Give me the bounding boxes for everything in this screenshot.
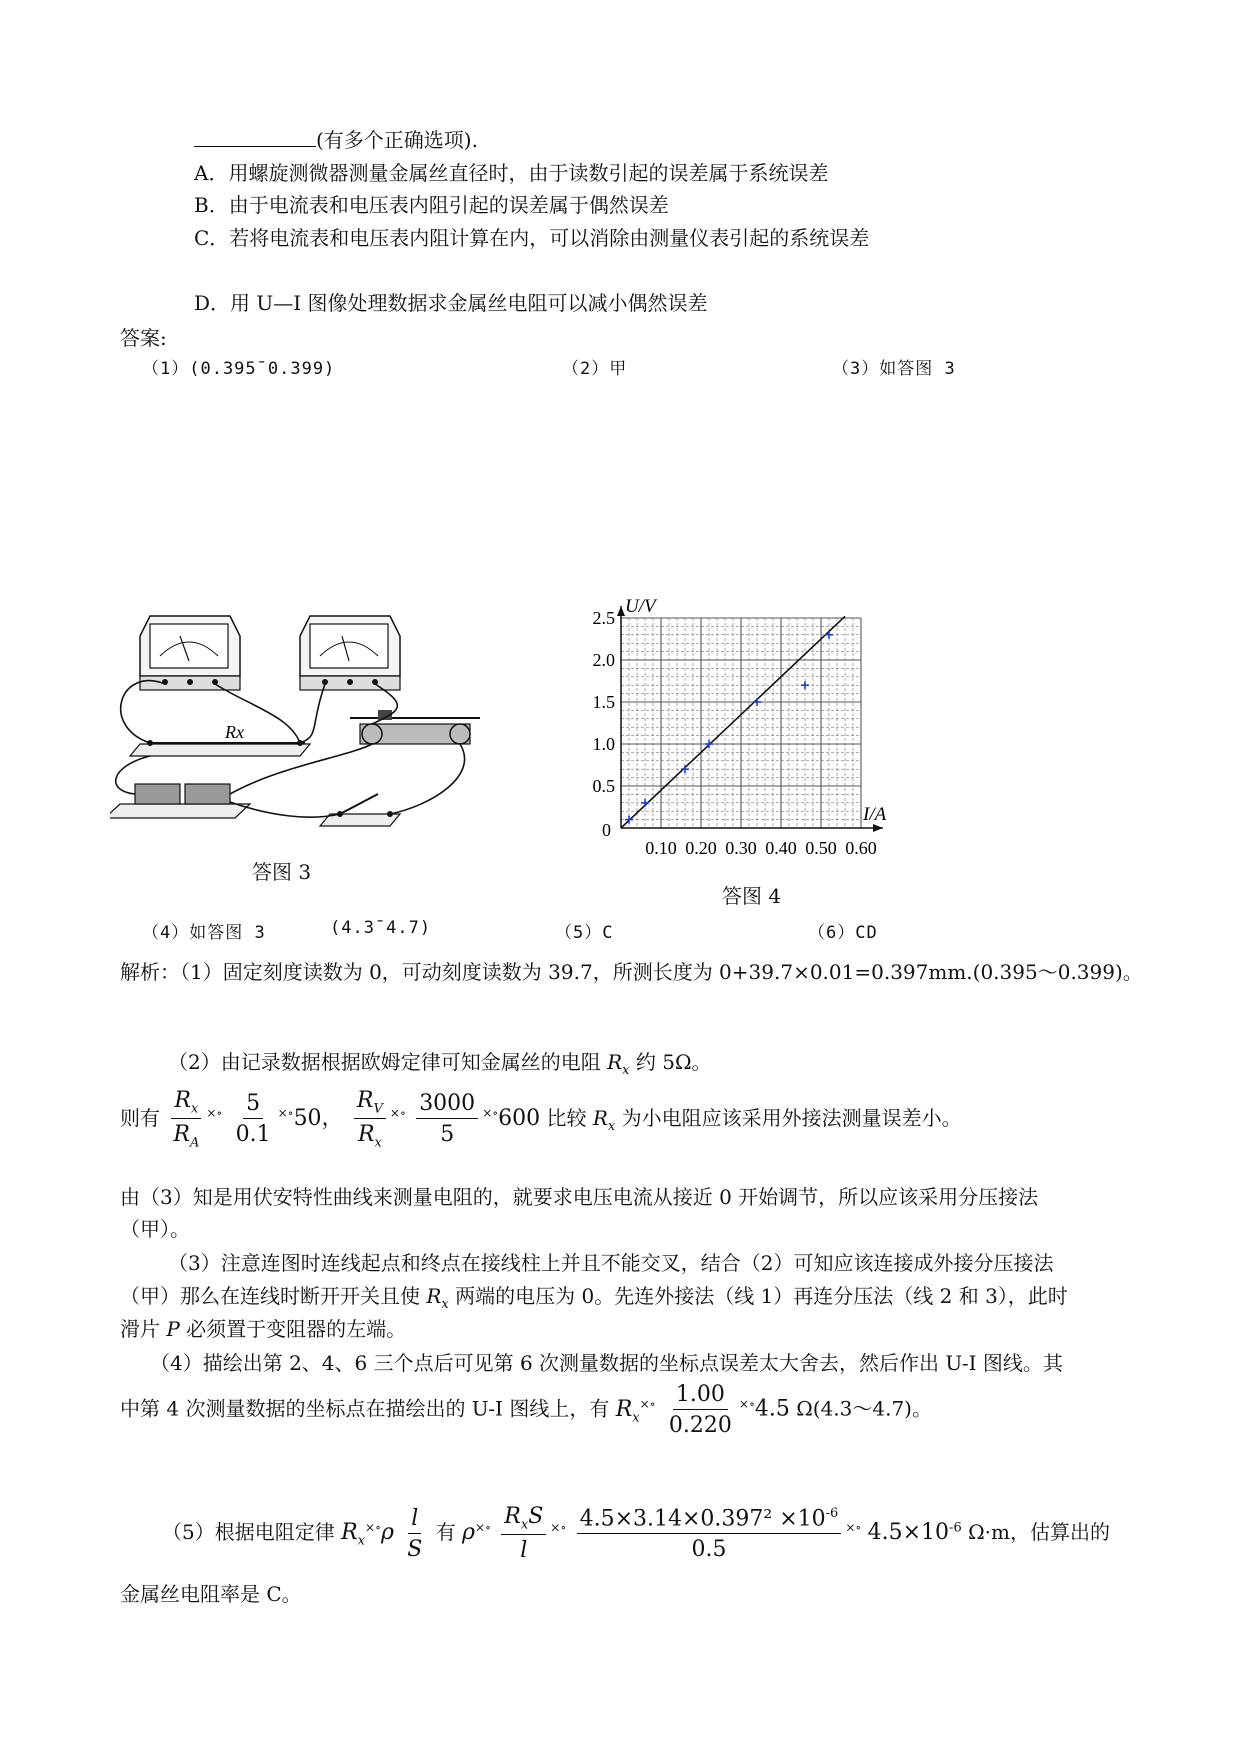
ui-chart (575, 598, 935, 878)
y-axis-label: U/V (625, 598, 656, 617)
answer-4b: (4.3¯4.7) (330, 918, 432, 938)
fig4-caption: 答图 4 (722, 884, 782, 908)
y-tick-label: 2.0 (592, 650, 615, 670)
x-tick-label: 0.20 (685, 838, 717, 858)
analysis-p5-line2: （甲）那么在连线时断开开关且使 $R_x$ 两端的电压为 0。先连外接法（线 1）再连分压法（线 2 和 3），此时 (120, 1284, 1068, 1312)
ammeter-icon (300, 616, 400, 690)
analysis-p4-line2: （甲）。 (120, 1217, 190, 1241)
option-a: A．用螺旋测微器测量金属丝直径时，由于读数引起的误差属于系统误差 (194, 161, 829, 185)
analysis-p4-line1: 由（3）知是用伏安特性曲线来测量电阻的，就要求电压电流从接近 0 开始调节，所以应该采用分压接法 (120, 1185, 1039, 1209)
switch-icon (320, 794, 400, 826)
origin-label: 0 (602, 820, 611, 840)
option-b: B．由于电流表和电压表内阻引起的误差属于偶然误差 (194, 193, 669, 217)
analysis-p7: （5）根据电阻定律 $R_x^{\times\circ}\rho$ $\frac{l}{S}$ 有 ρ×∘ $\frac{R_xS}{l}$ ×∘ $\frac{4.5\times 3.14\times 0.397^2 \times 10^{-6}}{0.5}$ ×∘ $4.5\times 10^{-6}$ Ω·m，估算出的 (162, 1504, 1110, 1564)
x-axis-label: I/A (863, 804, 887, 825)
analysis-p8: 金属丝电阻率是 C。 (120, 1582, 302, 1606)
answer-3: （3）如答图 3 (832, 359, 956, 379)
option-d: D．用 U—I 图像处理数据求金属丝电阻可以减小偶然误差 (194, 291, 708, 315)
analysis-p6-line2: 中第 4 次测量数据的坐标点在描绘出的 U-I 图线上，有 $R_x^{\times\circ}$ $\frac{1.00}{0.220}$ ×∘4.5 Ω(4.3～4.7)。 (120, 1382, 932, 1438)
answer-5: （5）C (555, 923, 614, 943)
answer-blank (194, 128, 316, 147)
rheostat-icon (350, 710, 480, 744)
answer-2: （2）甲 (562, 359, 628, 379)
answer-4: （4）如答图 3 (142, 923, 266, 943)
answer-label: 答案: (120, 326, 167, 350)
rx-label: Rx (225, 722, 244, 742)
x-tick-label: 0.30 (725, 838, 757, 858)
analysis-p1: 解析：（1）固定刻度读数为 0，可动刻度读数为 39.7，所测长度为 0+39.7×0.01=0.397mm.(0.395～0.399)。 (120, 960, 1143, 984)
analysis-p2: （2）由记录数据根据欧姆定律可知金属丝的电阻 $R_x$ 约 5Ω。 (168, 1050, 712, 1078)
question-suffix: (有多个正确选项). (316, 128, 478, 152)
voltmeter-icon (140, 616, 240, 690)
question-stem (194, 124, 478, 153)
y-tick-label: 1.5 (592, 692, 615, 712)
option-c: C．若将电流表和电压表内阻计算在内，可以消除由测量仪表引起的系统误差 (194, 226, 870, 250)
analysis-p3: 则有 $\frac{R_x}{R_A}$ ×∘ $\frac{5}{0.1}$ ×∘50， $\frac{R_V}{R_x}$ ×∘ $\frac{3000}{5}$ ×∘600 比较 $R_x$ 为小电阻应该采用外接法测量误差小。 (120, 1088, 962, 1151)
analysis-p6-line1: （4）描绘出第 2、4、6 三个点后可见第 6 次测量数据的坐标点误差太大舍去，然后作出 U-I 图线。其 (150, 1351, 1063, 1375)
circuit-figure (110, 606, 490, 846)
analysis-p5-line3: 滑片 P 必须置于变阻器的左端。 (120, 1317, 407, 1341)
x-tick-label: 0.50 (805, 838, 837, 858)
x-tick-label: 0.40 (765, 838, 797, 858)
answer-6: （6）CD (808, 923, 878, 943)
battery-icon (110, 784, 250, 818)
x-tick-label: 0.10 (645, 838, 677, 858)
fig3-caption: 答图 3 (252, 860, 312, 884)
x-tick-label: 0.60 (845, 838, 877, 858)
y-tick-label: 2.5 (592, 608, 615, 628)
analysis-p5-line1: （3）注意连图时连线起点和终点在接线柱上并且不能交叉，结合（2）可知应该连接成外接分压接法 (168, 1251, 1054, 1275)
y-tick-label: 0.5 (592, 776, 615, 796)
y-tick-label: 1.0 (592, 734, 615, 754)
resistor-board-icon (130, 740, 310, 756)
y-axis-arrow (617, 606, 625, 616)
x-axis-arrow (873, 824, 883, 832)
answer-1: （1）(0.395¯0.399) (142, 359, 336, 379)
